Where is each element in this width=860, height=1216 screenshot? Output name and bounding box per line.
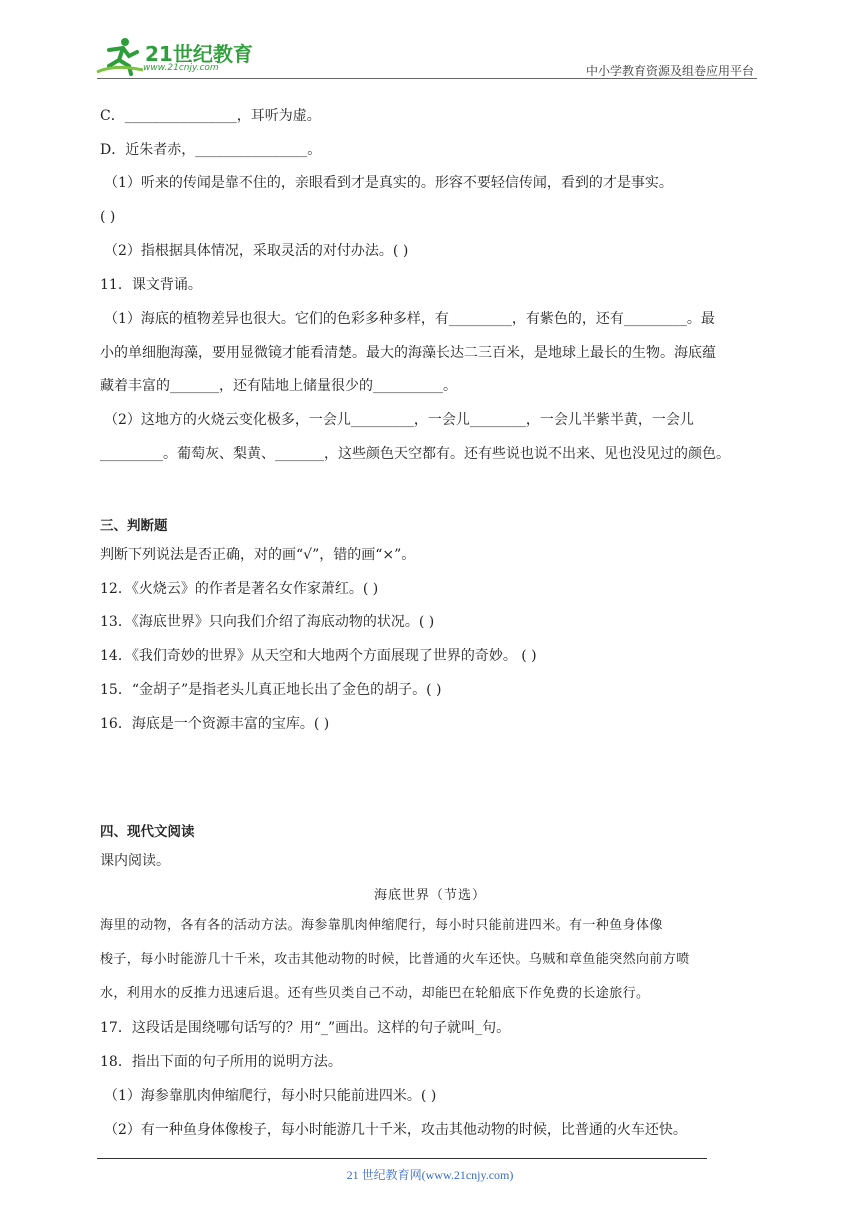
passage-line-3: 水，利用水的反推力迅速后退。还有些贝类自己不动，却能巴在轮船底下作免费的长途旅行。 [100,986,650,1001]
question-18: 18．指出下面的句子所用的说明方法。 [100,1054,342,1070]
sub-question-2: （2）指根据具体情况，采取灵活的对付办法。( ) [104,243,409,259]
section-3-title: 三、判断题 [100,518,168,534]
runner-logo-icon [95,36,147,78]
recite-1-line-1: （1）海底的植物差异也很大。它们的色彩多种多样，有_________，有紫色的，还有_________。最 [104,311,715,327]
recite-1-line-2: 小的单细胞海藻，要用显微镜才能看清楚。最大的海藻长达二三百米，是地球上最长的生物。海底蕴 [100,345,716,361]
footer-divider [97,1158,707,1159]
passage-line-1: 海里的动物，各有各的活动方法。海参靠肌肉伸缩爬行，每小时只能前进四米。有一种鱼身体像 [100,918,663,933]
question-16: 16．海底是一个资源丰富的宝库。( ) [100,716,330,732]
option-d: D．近朱者赤，________________。 [100,142,322,158]
question-18-sub-1: （1）海参靠肌肉伸缩爬行，每小时只能前进四米。( ) [104,1088,437,1104]
recite-2-line-2: _________。葡萄灰、梨黄、_______，这些颜色天空都有。还有些说也说不出来、见也没见过的颜色。 [100,446,730,462]
site-logo [95,36,265,78]
passage-line-2: 梭子，每小时能游几十千米，攻击其他动物的时候，比普通的火车还快。乌贼和章鱼能突然向前方喷 [100,952,690,967]
section-3-instruction: 判断下列说法是否正确，对的画“√”，错的画“×”。 [100,547,416,563]
question-13: 13．《海底世界》只向我们介绍了海底动物的状况。( ) [100,614,435,630]
section-4-instruction: 课内阅读。 [100,853,170,869]
question-11: 11．课文背诵。 [100,277,202,293]
header-platform-text: 中小学教育资源及组卷应用平台 [585,64,754,78]
question-15: 15．“金胡子”是指老头儿真正地长出了金色的胡子。( ) [100,682,442,698]
sub-question-1: （1）听来的传闻是靠不住的，亲眼看到才是真实的。形容不要轻信传闻，看到的才是事实。 [104,175,673,191]
logo-url: www.21cnjy.com [143,63,219,73]
recite-1-line-3: 藏着丰富的_______，还有陆地上储量很少的__________。 [100,378,457,394]
question-17: 17．这段话是围绕哪句话写的？用“_”画出。这样的句子就叫_句。 [100,1020,511,1036]
header-divider [97,78,757,79]
recite-2-line-1: （2）这地方的火烧云变化极多，一会儿_________，一会儿________，一会儿半紫半黄，一会儿 [104,412,694,428]
section-4-title: 四、现代文阅读 [100,824,195,840]
question-12: 12．《火烧云》的作者是著名女作家萧红。( ) [100,581,379,597]
option-c: C．________________，耳听为虚。 [100,108,321,124]
passage-title: 海底世界（节选） [373,888,486,903]
question-14: 14．《我们奇妙的世界》从天空和大地两个方面展现了世界的奇妙。 ( ) [100,648,537,664]
question-18-sub-2: （2）有一种鱼身体像梭子，每小时能游几十千米，攻击其他动物的时候，比普通的火车还快。 [104,1122,687,1138]
answer-blank-1: ( ) [100,209,116,225]
footer-link[interactable]: 21 世纪教育网(www.21cnjy.com) [346,1168,514,1182]
logo-title: 21世纪教育 [145,42,253,66]
